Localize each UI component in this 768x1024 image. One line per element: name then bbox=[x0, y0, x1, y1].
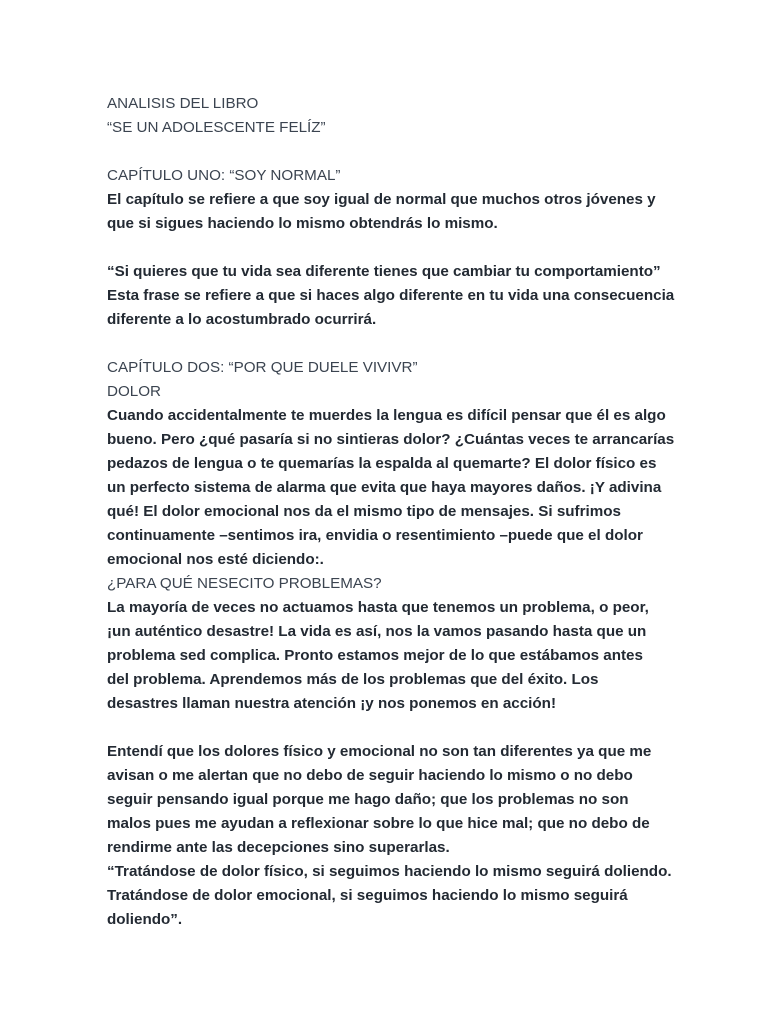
conclusion-paragraph-line: avisan o me alertan que no debo de seguir haciendo lo mismo o no debo bbox=[107, 767, 633, 784]
conclusion-quote-line: Tratándose de dolor emocional, si seguimos haciendo lo mismo seguirá bbox=[107, 887, 628, 904]
pain-subheading: DOLOR bbox=[107, 383, 162, 400]
problems-paragraph-line: desastres llaman nuestra atención ¡y nos ponemos en acción! bbox=[107, 695, 557, 712]
spacer bbox=[107, 236, 707, 260]
chapter-one-quote-line: diferente a lo acostumbrado ocurrirá. bbox=[107, 311, 377, 328]
conclusion-paragraph-line: seguir pensando igual porque me hago daño; que los problemas no son bbox=[107, 791, 629, 808]
chapter-two-heading: CAPÍTULO DOS: “POR QUE DUELE VIVIVR” bbox=[107, 359, 418, 376]
chapter-one-heading: CAPÍTULO UNO: “SOY NORMAL” bbox=[107, 167, 341, 184]
pain-paragraph-line: qué! El dolor emocional nos da el mismo tipo de mensajes. Si sufrimos bbox=[107, 503, 621, 520]
document-title-line-2: “SE UN ADOLESCENTE FELÍZ” bbox=[107, 119, 326, 136]
problems-subheading: ¿PARA QUÉ NESECITO PROBLEMAS? bbox=[107, 575, 382, 592]
chapter-one-quote-line: “Si quieres que tu vida sea diferente tienes que cambiar tu comportamiento” bbox=[107, 263, 661, 280]
problems-paragraph-line: del problema. Aprendemos más de los problemas que del éxito. Los bbox=[107, 671, 599, 688]
problems-paragraph-line: La mayoría de veces no actuamos hasta que tenemos un problema, o peor, bbox=[107, 599, 649, 616]
conclusion-paragraph-line: malos pues me ayudan a reflexionar sobre lo que hice mal; que no debo de bbox=[107, 815, 650, 832]
pain-paragraph-line: emocional nos esté diciendo:. bbox=[107, 551, 324, 568]
conclusion-quote-line: “Tratándose de dolor físico, si seguimos haciendo lo mismo seguirá doliendo. bbox=[107, 863, 672, 880]
pain-paragraph-line: pedazos de lengua o te quemarías la espalda al quemarte? El dolor físico es bbox=[107, 455, 657, 472]
conclusion-paragraph-line: rendirme ante las decepciones sino superarlas. bbox=[107, 839, 450, 856]
pain-paragraph-line: un perfecto sistema de alarma que evita que haya mayores daños. ¡Y adivina bbox=[107, 479, 662, 496]
problems-paragraph-line: ¡un auténtico desastre! La vida es así, nos la vamos pasando hasta que un bbox=[107, 623, 647, 640]
spacer bbox=[107, 140, 707, 164]
document-page bbox=[107, 92, 707, 932]
document-title-line-1: ANALISIS DEL LIBRO bbox=[107, 95, 259, 112]
spacer bbox=[107, 332, 707, 356]
spacer bbox=[107, 716, 707, 740]
chapter-one-summary-line: El capítulo se refiere a que soy igual de normal que muchos otros jóvenes y bbox=[107, 191, 656, 208]
pain-paragraph-line: Cuando accidentalmente te muerdes la lengua es difícil pensar que él es algo bbox=[107, 407, 666, 424]
problems-paragraph-line: problema sed complica. Pronto estamos mejor de lo que estábamos antes bbox=[107, 647, 643, 664]
pain-paragraph-line: continuamente –sentimos ira, envidia o resentimiento –puede que el dolor bbox=[107, 527, 643, 544]
conclusion-paragraph-line: Entendí que los dolores físico y emocional no son tan diferentes ya que me bbox=[107, 743, 652, 760]
conclusion-quote-line: doliendo”. bbox=[107, 911, 183, 928]
chapter-one-quote-line: Esta frase se refiere a que si haces algo diferente en tu vida una consecuencia bbox=[107, 287, 675, 304]
pain-paragraph-line: bueno. Pero ¿qué pasaría si no sintieras dolor? ¿Cuántas veces te arrancarías bbox=[107, 431, 675, 448]
chapter-one-summary-line: que si sigues haciendo lo mismo obtendrás lo mismo. bbox=[107, 215, 498, 232]
